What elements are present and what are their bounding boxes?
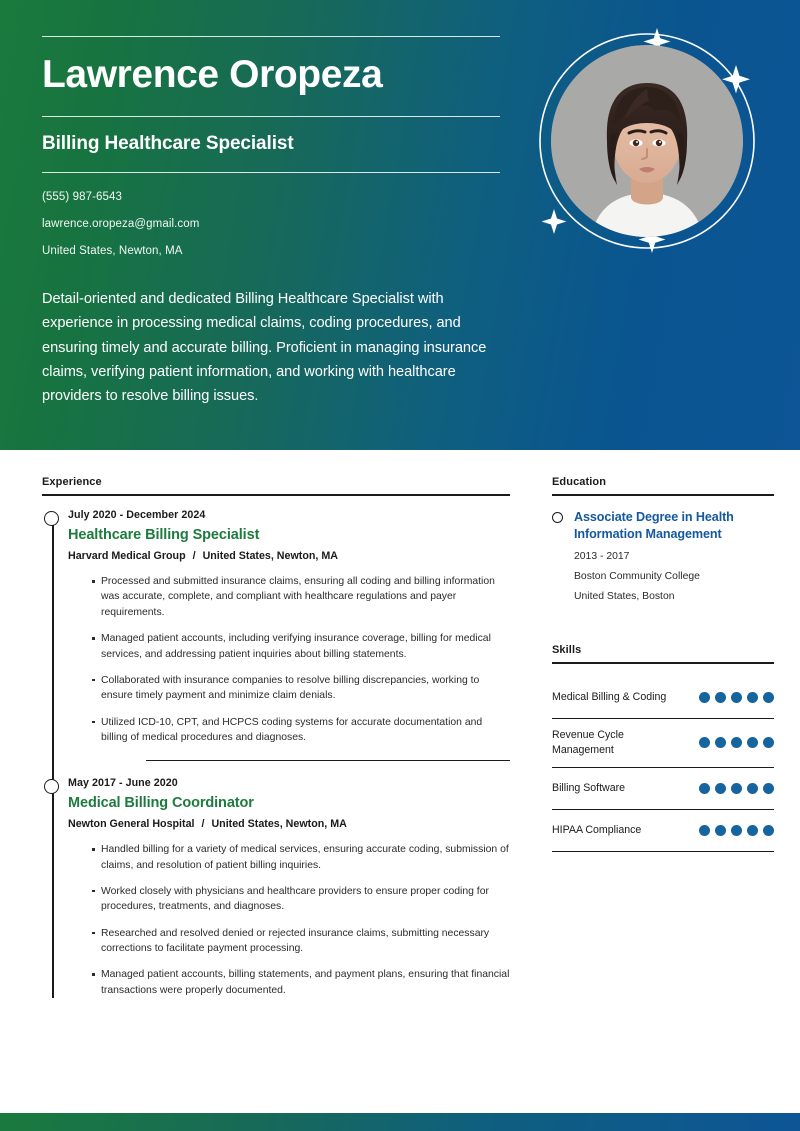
skills-block	[552, 644, 774, 852]
education-heading-rule	[552, 494, 774, 496]
contact-email: lawrence.oropeza@gmail.com	[42, 217, 200, 230]
bullet-item: Handled billing for a variety of medical services, ensuring accurate coding, submission of claims, and resolution of patient billing inquiries.	[92, 842, 510, 873]
skill-dot-filled	[699, 825, 710, 836]
education-location: United States, Boston	[574, 591, 675, 603]
experience-title: Healthcare Billing Specialist	[68, 527, 260, 543]
education-dates: 2013 - 2017	[574, 551, 630, 563]
bullet-item: Managed patient accounts, including verifying insurance coverage, billing for medical services, and addressing patient inquiries about billing statements.	[92, 631, 510, 662]
experience-date: July 2020 - December 2024	[68, 509, 206, 521]
contact-list	[42, 191, 504, 257]
bullet-item: Utilized ICD-10, CPT, and HCPCS coding systems for accurate documentation and billing of medical procedures and diagnoses.	[92, 715, 510, 746]
experience-title: Medical Billing Coordinator	[68, 795, 254, 812]
skill-row	[552, 768, 774, 810]
skill-dot-filled	[747, 692, 758, 703]
timeline-marker-icon	[44, 779, 59, 794]
skill-level-dots	[699, 737, 774, 748]
skill-dot-filled	[731, 737, 742, 748]
experience-heading-rule	[42, 494, 510, 496]
resume-body	[0, 450, 800, 1009]
skill-dot-filled	[731, 692, 742, 703]
skill-level-dots	[699, 692, 774, 703]
experience-location: United States, Newton, MA	[202, 550, 338, 562]
skill-dot-filled	[699, 692, 710, 703]
experience-entry-divider	[146, 760, 510, 762]
experience-entry	[42, 509, 510, 746]
experience-organization	[68, 550, 510, 562]
profile-photo-container	[532, 26, 762, 256]
skills-heading-rule	[552, 662, 774, 664]
skill-level-dots	[699, 825, 774, 836]
skill-level-dots	[699, 783, 774, 794]
header-rule-top	[42, 36, 500, 37]
experience-heading: Experience	[42, 476, 102, 488]
skill-dot-filled	[763, 692, 774, 703]
experience-separator: /	[192, 550, 196, 562]
skills-heading: Skills	[552, 644, 582, 657]
experience-bullets	[68, 574, 510, 746]
skill-label: Billing Software	[552, 782, 626, 795]
education-school: Boston Community College	[574, 571, 700, 583]
contact-phone: (555) 987-6543	[42, 190, 123, 203]
skill-label: Revenue Cycle Management	[552, 729, 624, 756]
header-text-block	[42, 36, 504, 409]
header-rule-bottom	[42, 172, 500, 173]
contact-location: United States, Newton, MA	[42, 244, 183, 257]
bullet-item: Worked closely with physicians and healthcare providers to ensure proper coding for procedures, treatments, and diagnoses.	[92, 884, 510, 915]
skill-dot-filled	[763, 825, 774, 836]
experience-column	[42, 476, 510, 1009]
experience-timeline	[42, 509, 510, 998]
bullet-item: Managed patient accounts, billing statements, and payment plans, ensuring that financial transactions were properly documented.	[92, 967, 510, 998]
candidate-name: Lawrence Oropeza	[42, 53, 383, 96]
experience-location: United States, Newton, MA	[211, 818, 347, 831]
education-marker-icon	[552, 512, 563, 523]
candidate-job-title: Billing Healthcare Specialist	[42, 132, 294, 154]
bullet-item: Researched and resolved denied or rejected insurance claims, submitting necessary corrections to facilitate payment processing.	[92, 926, 510, 957]
education-heading: Education	[552, 476, 607, 488]
experience-company: Newton General Hospital	[68, 818, 195, 831]
skill-dot-filled	[715, 825, 726, 836]
experience-separator: /	[201, 818, 205, 831]
sidebar-column	[552, 476, 774, 1009]
skill-dot-filled	[747, 783, 758, 794]
skill-dot-filled	[731, 783, 742, 794]
skill-dot-filled	[715, 737, 726, 748]
experience-company: Harvard Medical Group	[68, 550, 186, 562]
skill-dot-filled	[731, 825, 742, 836]
experience-entry	[42, 777, 510, 998]
experience-date: May 2017 - June 2020	[68, 777, 178, 790]
experience-organization	[68, 818, 510, 830]
skill-dot-filled	[715, 783, 726, 794]
bullet-item: Processed and submitted insurance claims, ensuring all coding and billing information was accurate, complete, and compliant with healthcare regulations and payer requirements.	[92, 574, 510, 620]
skill-dot-filled	[699, 737, 710, 748]
skill-label: Medical Billing & Coding	[552, 690, 667, 703]
education-entry	[552, 509, 774, 602]
experience-bullets	[68, 842, 510, 998]
skill-dot-filled	[747, 825, 758, 836]
header-rule-middle	[42, 116, 500, 117]
skill-dot-filled	[699, 783, 710, 794]
skill-label: HIPAA Compliance	[552, 824, 642, 837]
skill-row	[552, 719, 774, 768]
education-degree: Associate Degree in Health Information Management	[574, 510, 734, 541]
skill-dot-filled	[763, 737, 774, 748]
timeline-marker-icon	[44, 511, 59, 526]
skill-row	[552, 677, 774, 719]
profile-summary: Detail-oriented and dedicated Billing Healthcare Specialist with experience in processing medical claims, coding procedures, and ensuring timely and accurate billing. Proficient in managing insurance claims, verifying patient information, and working with healthcare providers to resolve billing issues.	[42, 290, 487, 405]
footer-gradient-bar	[0, 1113, 800, 1131]
avatar	[551, 45, 743, 237]
bullet-item: Collaborated with insurance companies to resolve billing discrepancies, working to ensure timely payment and minimize claim denials.	[92, 673, 510, 704]
skill-dot-filled	[747, 737, 758, 748]
resume-header	[0, 0, 800, 450]
skill-dot-filled	[715, 692, 726, 703]
skill-row	[552, 810, 774, 852]
skill-dot-filled	[763, 783, 774, 794]
